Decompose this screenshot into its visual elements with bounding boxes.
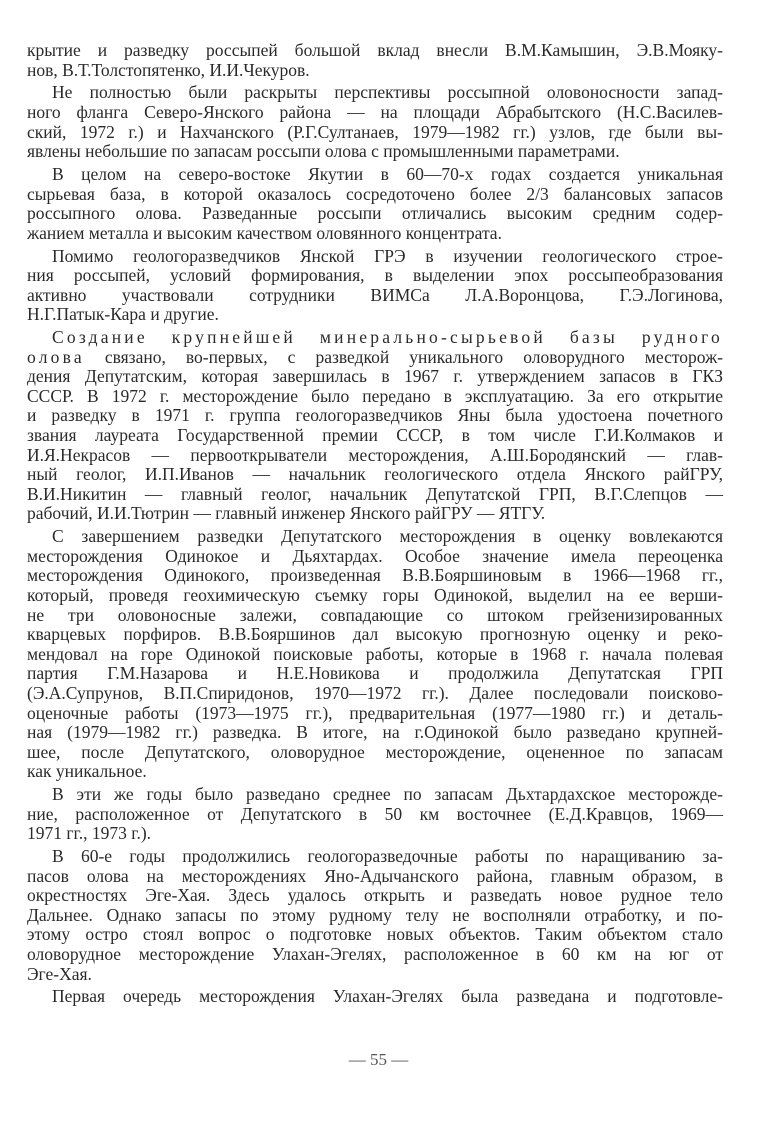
text-line: кварцевых порфиров. В.В.Бояршинов дал высокую прогнозную оценку и реко- xyxy=(27,624,723,645)
text-line: жанием металла и высоким качеством оловянного концентрата. xyxy=(27,222,502,243)
text-line: оценочные работы (1973—1975 гг.), предварительная (1977—1980 гг.) и деталь- xyxy=(27,702,723,723)
text-line: россыпного олова. Разведанные россыпи отличались высоким средним содер- xyxy=(27,203,723,224)
text-line: Помимо геологоразведчиков Янской ГРЭ в изучении геологического строе- xyxy=(52,245,723,266)
text-line: В эти же годы было разведано среднее по запасам Дьхтардахское месторожде- xyxy=(52,784,723,805)
text-line: нов, В.Т.Толстопятенко, И.И.Чекуров. xyxy=(27,59,310,80)
text-line: ние, расположенное от Депутатского в 50 км восточнее (Е.Д.Кравцов, 1969— xyxy=(27,803,723,824)
text-line: В целом на северо-востоке Якутии в 60—70-х годах создается уникальная xyxy=(52,163,723,184)
text-line: ный геолог, И.П.Иванов — начальник геологического отдела Янского райГРУ, xyxy=(27,464,723,485)
text-line: В 60-е годы продолжились геологоразведочные работы по наращиванию за- xyxy=(52,846,723,867)
text-line: И.Я.Некрасов — первооткрыватели месторождения, А.Ш.Бородянский — глав- xyxy=(27,444,723,465)
text-line: ного фланга Северо-Янского района — на площади Абрабытского (Н.С.Василев- xyxy=(27,101,723,122)
text-line: Дальнее. Однако запасы по этому рудному телу не восполняли отработку, и по- xyxy=(27,904,723,925)
text-line: (Э.А.Супрунов, В.П.Спиридонов, 1970—1972 гг.). Далее последовали поисково- xyxy=(27,682,723,703)
text-line: сырьевая база, в которой оказалось сосредоточено более 2/3 балансовых запасов xyxy=(27,183,723,204)
text-line: явлены небольшие по запасам россыпи олова с промышленными параметрами. xyxy=(27,141,620,162)
text-line: который, проведя геохимическую съемку горы Одинокой, выделил на ее верши- xyxy=(27,584,723,605)
text-line: пасов олова на месторождениях Яно-Адычанского района, главным образом, в xyxy=(27,865,723,886)
spaced-emphasis-text: олова xyxy=(27,346,85,367)
text-line xyxy=(27,348,723,368)
text-line: оловорудное месторождение Улахан-Эгелях, расположенное в 60 км на юг от xyxy=(27,944,723,965)
document-body xyxy=(27,41,723,1010)
text-line: этому остро стоял вопрос о подготовке новых объектов. Таким объектом стало xyxy=(27,924,723,945)
text-line: шее, после Депутатского, оловорудное месторождение, оцененное по запасам xyxy=(27,741,723,762)
spaced-emphasis-text: Создание крупнейшей минерально-сырьевой базы рудного xyxy=(52,327,723,348)
paragraph xyxy=(27,165,723,243)
paragraph xyxy=(27,987,723,1007)
paragraph xyxy=(27,41,723,80)
text-line: как уникальное. xyxy=(27,761,147,782)
text-line: Эге-Хая. xyxy=(27,963,92,984)
text-line: Первая очередь месторождения Улахан-Эгелях была разведана и подготовле- xyxy=(52,986,723,1007)
text-line: ский, 1972 г.) и Нахчанского (Р.Г.Султанаев, 1979—1982 гг.) узлов, где были вы- xyxy=(27,121,723,142)
text-line: ная (1979—1982 гг.) разведка. В итоге, на г.Одинокой было разведано крупней- xyxy=(27,722,723,743)
paragraph xyxy=(27,328,723,524)
text-line: 1971 гг., 1973 г.). xyxy=(27,823,152,844)
text-line xyxy=(27,328,723,348)
paragraph xyxy=(27,83,723,161)
text-line: и разведку в 1971 г. группа геологоразведчиков Яны была удостоена почетного xyxy=(27,405,723,426)
text-line: С завершением разведки Депутатского месторождения в оценку вовлекаются xyxy=(52,526,723,547)
paragraph xyxy=(27,847,723,984)
text-line: крытие и разведку россыпей большой вклад внесли В.М.Камышин, Э.В.Мояку- xyxy=(27,40,723,60)
page-number: — 55 — xyxy=(348,1050,409,1069)
text-line: ния россыпей, условий формирования, в выделении эпох россыпеобразования xyxy=(27,265,723,286)
text-line: рабочий, И.И.Тютрин — главный инженер Янского райГРУ — ЯТГУ. xyxy=(27,503,546,524)
text-line: мендовал на горе Одинокой поисковые работы, которые в 1968 г. начала полевая xyxy=(27,643,723,664)
paragraph xyxy=(27,527,723,782)
text-line: звания лауреата Государственной премии СССР, в том числе Г.И.Колмаков и xyxy=(27,425,723,446)
text-line: Н.Г.Патык-Кара и другие. xyxy=(27,304,219,325)
text-line: партия Г.М.Назарова и Н.Е.Новикова и продолжила Депутатская ГРП xyxy=(27,663,723,684)
text-line: месторождения Одинокое и Дьяхтардах. Особое значение имела переоценка xyxy=(27,545,723,566)
paragraph xyxy=(27,785,723,844)
text-line: Не полностью были раскрыты перспективы россыпной оловоносности запад- xyxy=(52,82,723,103)
paragraph xyxy=(27,247,723,325)
text-line: окрестностях Эге-Хая. Здесь удалось открыть и разведать новое рудное тело xyxy=(27,885,723,906)
text-line: не три оловоносные залежи, совпадающие со штоком грейзенизированных xyxy=(27,604,723,625)
text-line: СССР. В 1972 г. месторождение было передано в эксплуатацию. За его открытие xyxy=(27,385,723,406)
text-line: активно участвовали сотрудники ВИМСа Л.А.Воронцова, Г.Э.Логинова, xyxy=(27,284,723,305)
text-line: В.И.Никитин — главный геолог, начальник Депутатской ГРП, В.Г.Слепцов — xyxy=(27,483,723,504)
text-line: месторождения Одинокого, произведенная В.В.Бояршиновым в 1966—1968 гг., xyxy=(27,565,723,586)
text-segment: связано, во-первых, с разведкой уникального оловорудного месторож- xyxy=(84,346,723,367)
text-line: дения Депутатским, которая завершилась в 1967 г. утверждением запасов в ГКЗ xyxy=(27,366,723,387)
